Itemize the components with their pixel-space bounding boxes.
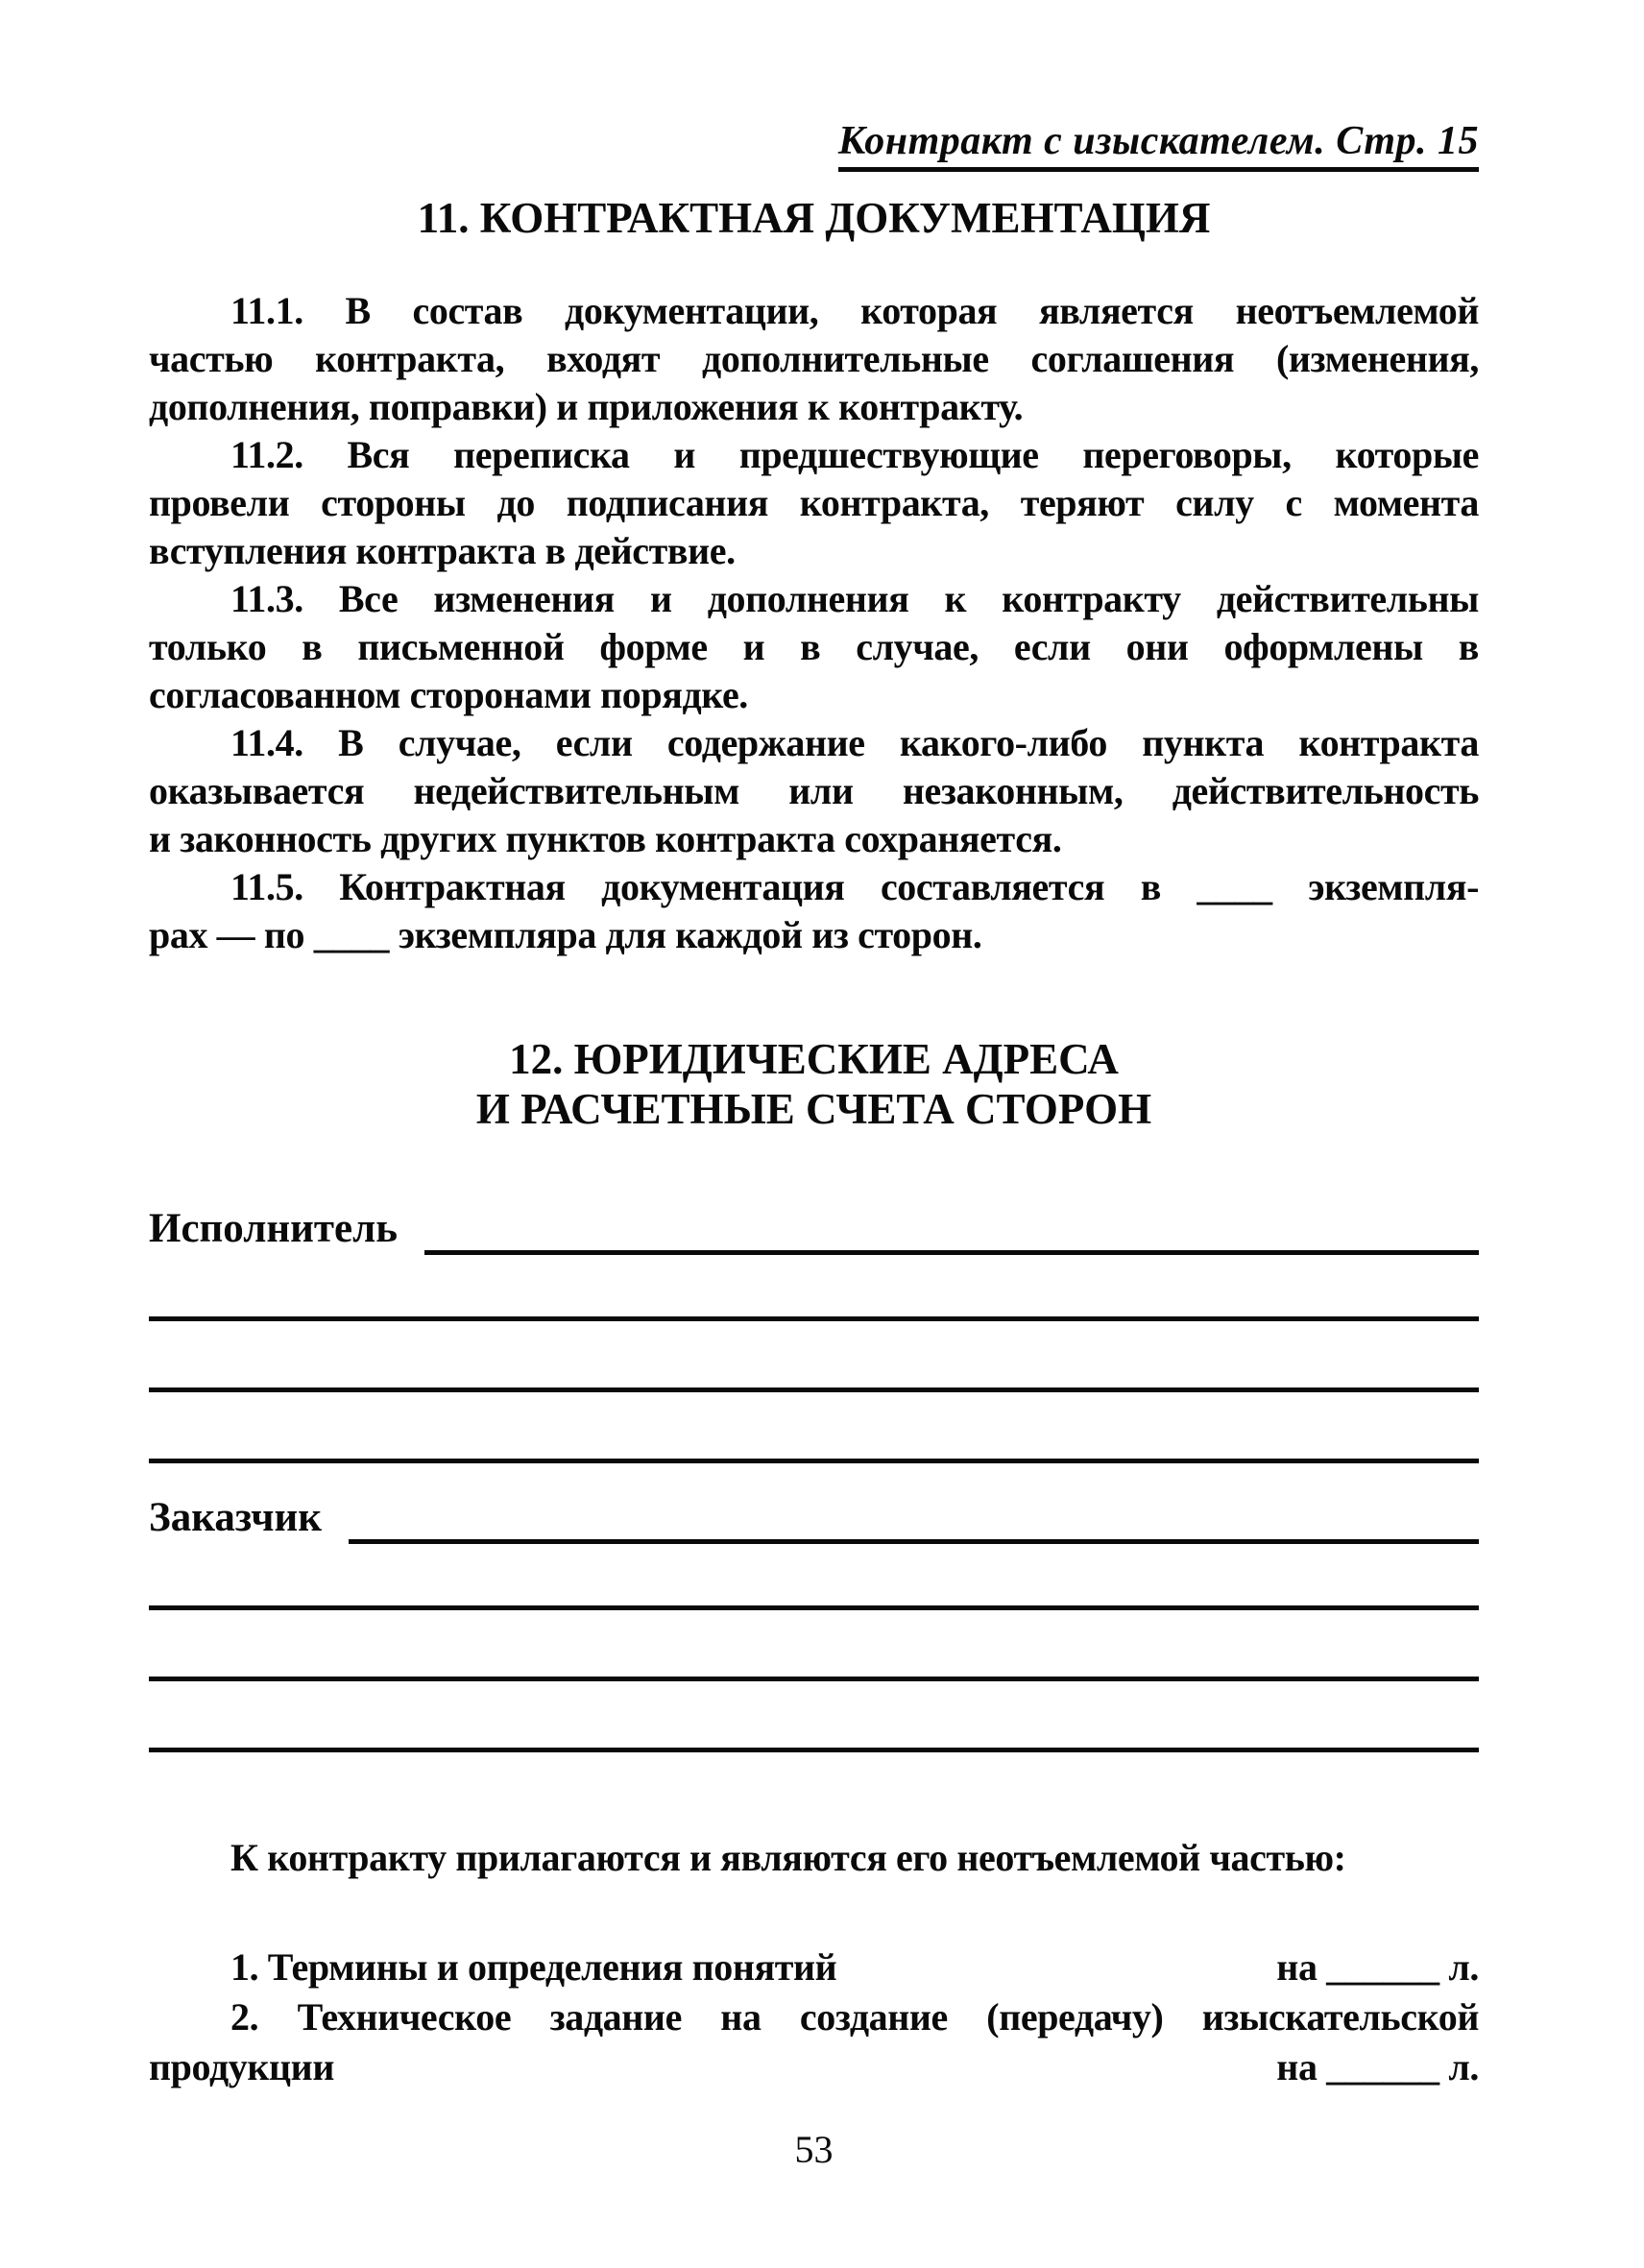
attachments-list [149, 1942, 1479, 2092]
customer-blank-line-3 [149, 1677, 1479, 1681]
para-11-5-line-2: рах — по ____ экземпляра для каждой из сторон. [149, 913, 982, 956]
attachment-item-2-line-1: 2. Техническое задание на создание (передачу) изыскательской [230, 1995, 1479, 2039]
para-11-2-line-3: вступления контракта в действие. [149, 529, 736, 572]
para-11-3-line-2: только в письменной форме и в случае, если они оформлены в [149, 625, 1479, 668]
para-11-4-line-1: 11.4. В случае, если содержание какого-либо пункта контракта [230, 721, 1479, 764]
customer-blank-line-4 [149, 1748, 1479, 1752]
executor-blank-line [424, 1206, 1479, 1255]
para-11-1-line-3: дополнения, поправки) и приложения к контракту. [149, 385, 1024, 428]
para-11-2-line-1: 11.2. Вся переписка и предшествующие переговоры, которые [230, 433, 1479, 476]
executor-field [149, 1203, 1479, 1255]
section-12-title [149, 1034, 1479, 1134]
section-11-body [149, 287, 1479, 959]
para-11-1-line-1: 11.1. В состав документации, которая является неотъемлемой [230, 289, 1479, 332]
running-title: Контракт с изыскателем. Стр. 15 [838, 119, 1479, 172]
executor-label: Исполнитель [149, 1206, 398, 1251]
attachment-item-1-sheets: на ______ л. [1276, 1945, 1479, 1989]
para-11-4-line-2: оказывается недействительным или незаконным, действительность [149, 769, 1479, 812]
attachment-item-1 [149, 1942, 1479, 1992]
para-11-2-line-2: провели стороны до подписания контракта, теряют силу с момента [149, 481, 1479, 524]
para-11-5-line-1: 11.5. Контрактная документация составляется в ____ экземпля- [230, 865, 1479, 908]
customer-label: Заказчик [149, 1495, 323, 1540]
section-12-title-line-1: 12. ЮРИДИЧЕСКИЕ АДРЕСА [509, 1035, 1119, 1083]
attachment-item-2-line-2 [149, 2042, 1479, 2092]
attachment-item-2-sheets: на ______ л. [1276, 2045, 1479, 2088]
customer-blank-line [349, 1495, 1479, 1544]
page-number: 53 [794, 2128, 834, 2171]
section-11-title: 11. КОНТРАКТНАЯ ДОКУМЕНТАЦИЯ [417, 194, 1211, 242]
attachments-intro: К контракту прилагаются и являются его неотъемлемой частью: [230, 1836, 1346, 1879]
para-11-4-line-3: и законность других пунктов контракта сохраняется. [149, 817, 1062, 860]
para-11-3-line-1: 11.3. Все изменения и дополнения к контракту действительны [230, 577, 1479, 620]
customer-blank-line-2 [149, 1605, 1479, 1610]
executor-blank-line-3 [149, 1387, 1479, 1392]
para-11-1-line-2: частью контракта, входят дополнительные соглашения (изменения, [149, 337, 1479, 380]
section-12-title-line-2: И РАСЧЕТНЫЕ СЧЕТА СТОРОН [475, 1085, 1152, 1133]
attachment-item-1-text: 1. Термины и определения понятий [230, 1945, 837, 1989]
para-11-3-line-3: согласованном сторонами порядке. [149, 673, 748, 716]
executor-blank-line-2 [149, 1316, 1479, 1321]
page-header [149, 0, 1479, 172]
executor-blank-line-4 [149, 1459, 1479, 1463]
customer-field [149, 1492, 1479, 1544]
attachment-item-2-text: продукции [149, 2045, 334, 2088]
